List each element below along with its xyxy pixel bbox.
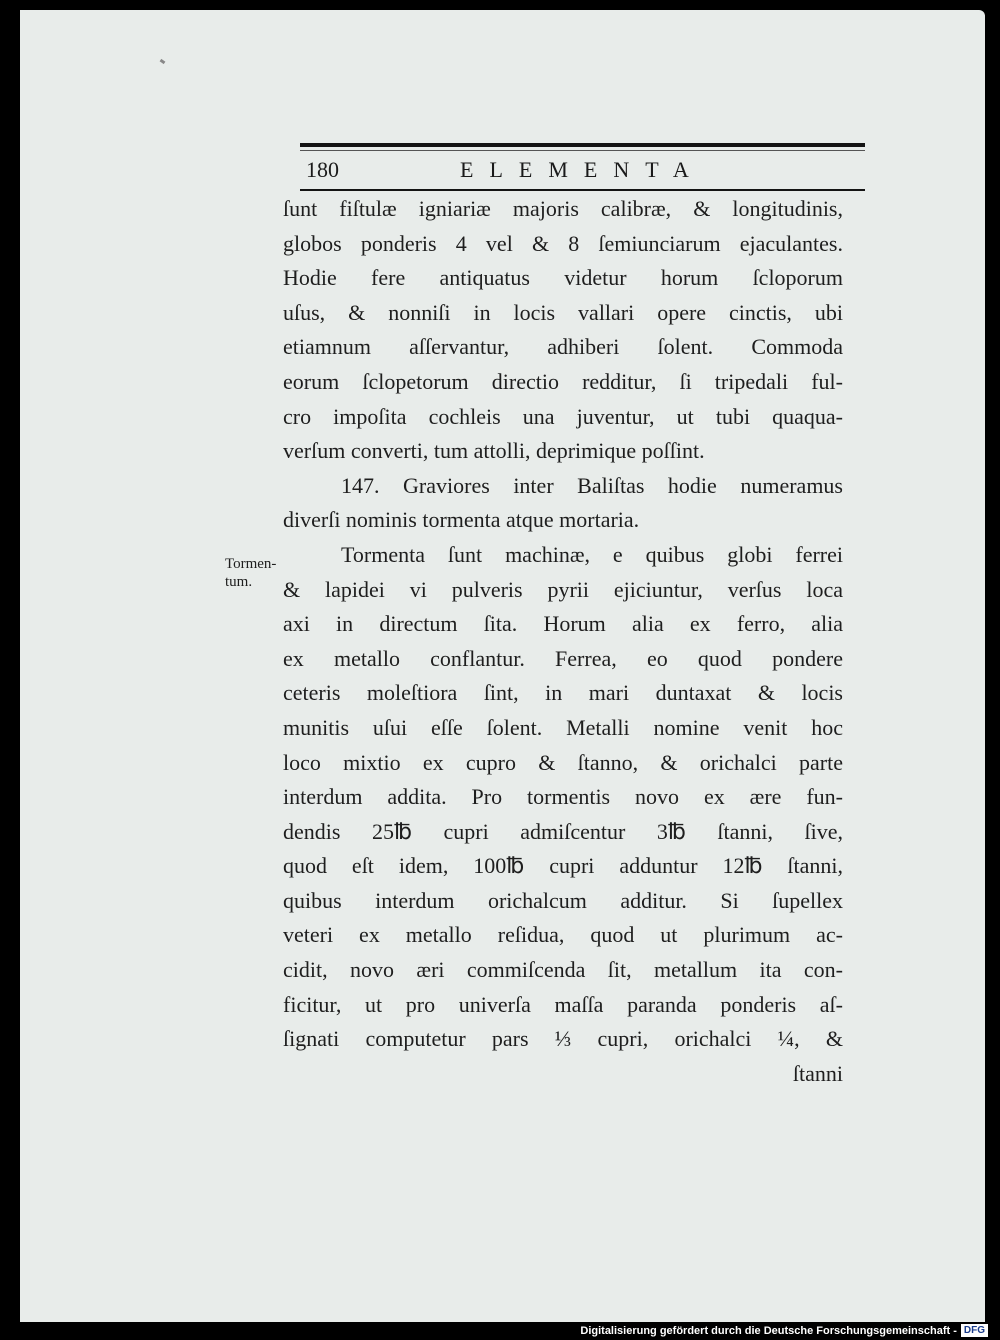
margin-note-line: tum. — [225, 574, 253, 590]
running-title: ELEMENTA — [460, 157, 705, 182]
footer-credit: Digitalisierung gefördert durch die Deutsche Forschungsgemeinschaft - — [580, 1324, 957, 1337]
header-rule-thick — [300, 143, 865, 147]
text-line: cidit, novo æri commiſcenda ſit, metallum ita con- — [283, 957, 843, 983]
page-header — [300, 143, 865, 195]
digitization-footer — [580, 1324, 988, 1337]
text-line: ficitur, ut pro univerſa maſſa paranda ponderis aſ- — [283, 991, 843, 1017]
catchword: ſtanni — [792, 1060, 843, 1086]
header-rule-bottom — [300, 189, 865, 191]
text-line: & lapidei vi pulveris pyrii ejiciuntur, verſus loca — [283, 576, 843, 602]
paper-mark — [160, 59, 166, 64]
text-line: cro impoſita cochleis una juventur, ut tubi quaqua- — [283, 403, 843, 429]
text-line: eorum ſclopetorum directio redditur, ſi tripedali ful- — [283, 368, 843, 394]
header-rule-thin — [300, 150, 865, 151]
dfg-logo: DFG — [961, 1324, 988, 1337]
text-line: munitis uſui eſſe ſolent. Metalli nomine venit hoc — [283, 714, 843, 740]
text-line: etiamnum aſſervantur, adhiberi ſolent. Commoda — [283, 334, 843, 360]
text-line: ex metallo conflantur. Ferrea, eo quod pondere — [283, 645, 843, 671]
text-line: ſignati computetur pars ⅓ cupri, orichalci ¼, & — [283, 1026, 843, 1052]
text-line: verſum converti, tum attolli, deprimique poſſint. — [283, 438, 705, 464]
body-text — [283, 192, 843, 1091]
margin-note-line: Tormen- — [225, 556, 277, 572]
text-line: interdum addita. Pro tormentis novo ex ære fun- — [283, 784, 843, 810]
text-line: diverſi nominis tormenta atque mortaria. — [283, 507, 640, 533]
text-line: uſus, & nonniſi in locis vallari opere cinctis, ubi — [283, 299, 843, 325]
text-line: dendis 25℔ cupri admiſcentur 3℔ ſtanni, ſive, — [283, 818, 843, 844]
text-line: quod eſt idem, 100℔ cupri adduntur 12℔ ſtanni, — [283, 853, 843, 879]
text-line: loco mixtio ex cupro & ſtanno, & orichalci parte — [283, 749, 843, 775]
text-line: globos ponderis 4 vel & 8 ſemiunciarum ejaculantes. — [283, 230, 843, 256]
text-line: Tormenta ſunt machinæ, e quibus globi ferrei — [341, 541, 843, 567]
page-number: 180 — [306, 157, 339, 182]
text-line: axi in directum ſita. Horum alia ex ferro, alia — [283, 611, 843, 637]
text-line: 147. Graviores inter Baliſtas hodie numeramus — [341, 472, 843, 498]
text-line: ceteris moleſtiora ſint, in mari duntaxat & locis — [283, 680, 843, 706]
text-line: veteri ex metallo reſidua, quod ut plurimum ac- — [283, 922, 843, 948]
text-line: quibus interdum orichalcum additur. Si ſupellex — [283, 887, 843, 913]
text-line: Hodie fere antiquatus videtur horum ſcloporum — [283, 265, 843, 291]
text-line: ſunt fiſtulæ igniariæ majoris calibræ, & longitudinis, — [283, 196, 843, 221]
